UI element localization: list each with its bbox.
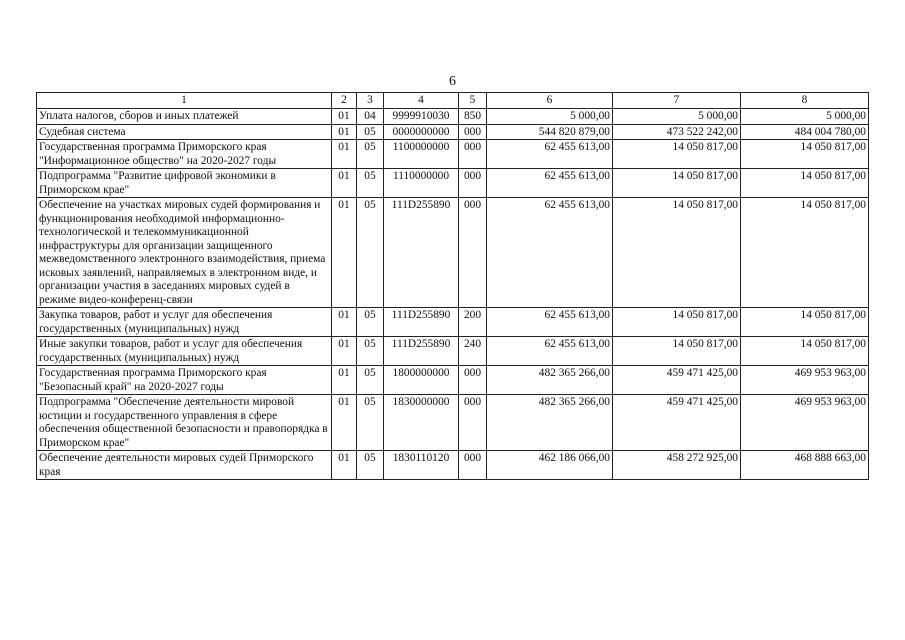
row-target-article: 1110000000 xyxy=(384,169,459,198)
row-target-article: 1830000000 xyxy=(384,395,459,451)
table-row xyxy=(37,395,869,451)
header-col-3: 3 xyxy=(357,93,384,109)
table-body xyxy=(37,109,869,480)
row-expense-type: 200 xyxy=(459,308,487,337)
row-amount-col7: 473 522 242,00 xyxy=(613,124,741,140)
row-amount-col6: 5 000,00 xyxy=(487,109,613,125)
row-expense-type: 000 xyxy=(459,124,487,140)
row-amount-col8: 14 050 817,00 xyxy=(741,308,869,337)
row-amount-col8: 5 000,00 xyxy=(741,109,869,125)
row-expense-type: 000 xyxy=(459,198,487,308)
row-amount-col7: 14 050 817,00 xyxy=(613,337,741,366)
table-row xyxy=(37,169,869,198)
row-amount-col6: 62 455 613,00 xyxy=(487,169,613,198)
row-amount-col8: 484 004 780,00 xyxy=(741,124,869,140)
row-name: Подпрограмма "Развитие цифровой экономики в Приморском крае" xyxy=(37,169,332,198)
row-subsection: 05 xyxy=(357,395,384,451)
row-target-article: 1830110120 xyxy=(384,451,459,480)
row-section: 01 xyxy=(332,308,357,337)
row-target-article: 111D255890 xyxy=(384,337,459,366)
header-col-7: 7 xyxy=(613,93,741,109)
row-amount-col6: 62 455 613,00 xyxy=(487,140,613,169)
row-amount-col8: 14 050 817,00 xyxy=(741,169,869,198)
row-name: Обеспечение на участках мировых судей формирования и функционирования необходимой информационно-технологической и телекоммуникационной инфраструктуры для организации защищенного межведомственного электронного взаимодействия, приема исковых заявлений, направляемых в электронном виде, и организации участия в заседаниях мировых судей в режиме видео-конференц-связи xyxy=(37,198,332,308)
row-expense-type: 000 xyxy=(459,395,487,451)
row-amount-col8: 468 888 663,00 xyxy=(741,451,869,480)
row-name: Судебная система xyxy=(37,124,332,140)
row-subsection: 04 xyxy=(357,109,384,125)
row-expense-type: 000 xyxy=(459,169,487,198)
row-name: Государственная программа Приморского края "Информационное общество" на 2020-2027 годы xyxy=(37,140,332,169)
row-amount-col6: 62 455 613,00 xyxy=(487,198,613,308)
row-name: Государственная программа Приморского края "Безопасный край" на 2020-2027 годы xyxy=(37,366,332,395)
table-row xyxy=(37,451,869,480)
row-amount-col7: 458 272 925,00 xyxy=(613,451,741,480)
header-col-2: 2 xyxy=(332,93,357,109)
row-amount-col7: 459 471 425,00 xyxy=(613,366,741,395)
row-target-article: 0000000000 xyxy=(384,124,459,140)
row-amount-col8: 14 050 817,00 xyxy=(741,140,869,169)
row-name: Подпрограмма "Обеспечение деятельности мировой юстиции и государственного управления в сфере обеспечения общественной безопасности и правопорядка в Приморском крае" xyxy=(37,395,332,451)
row-subsection: 05 xyxy=(357,124,384,140)
row-subsection: 05 xyxy=(357,451,384,480)
row-amount-col6: 482 365 266,00 xyxy=(487,366,613,395)
row-section: 01 xyxy=(332,198,357,308)
row-subsection: 05 xyxy=(357,366,384,395)
row-amount-col6: 544 820 879,00 xyxy=(487,124,613,140)
row-expense-type: 240 xyxy=(459,337,487,366)
table-row xyxy=(37,366,869,395)
row-target-article: 1100000000 xyxy=(384,140,459,169)
row-amount-col8: 469 953 963,00 xyxy=(741,395,869,451)
header-col-8: 8 xyxy=(741,93,869,109)
table-row xyxy=(37,140,869,169)
header-col-1: 1 xyxy=(37,93,332,109)
row-amount-col7: 459 471 425,00 xyxy=(613,395,741,451)
header-col-4: 4 xyxy=(384,93,459,109)
row-amount-col8: 14 050 817,00 xyxy=(741,198,869,308)
row-subsection: 05 xyxy=(357,308,384,337)
budget-table xyxy=(36,92,869,480)
row-expense-type: 850 xyxy=(459,109,487,125)
header-col-5: 5 xyxy=(459,93,487,109)
row-subsection: 05 xyxy=(357,198,384,308)
table-header xyxy=(37,93,869,109)
row-target-article: 9999910030 xyxy=(384,109,459,125)
table-row xyxy=(37,109,869,125)
page-number: 6 xyxy=(449,74,456,89)
row-amount-col7: 14 050 817,00 xyxy=(613,140,741,169)
row-target-article: 111D255890 xyxy=(384,198,459,308)
row-section: 01 xyxy=(332,366,357,395)
row-section: 01 xyxy=(332,337,357,366)
row-section: 01 xyxy=(332,124,357,140)
row-section: 01 xyxy=(332,140,357,169)
row-expense-type: 000 xyxy=(459,140,487,169)
row-expense-type: 000 xyxy=(459,451,487,480)
row-name: Закупка товаров, работ и услуг для обеспечения государственных (муниципальных) нужд xyxy=(37,308,332,337)
row-amount-col6: 62 455 613,00 xyxy=(487,308,613,337)
row-amount-col7: 14 050 817,00 xyxy=(613,169,741,198)
row-section: 01 xyxy=(332,395,357,451)
row-amount-col7: 5 000,00 xyxy=(613,109,741,125)
header-row xyxy=(37,93,869,109)
table-row xyxy=(37,308,869,337)
table-row xyxy=(37,198,869,308)
row-amount-col8: 14 050 817,00 xyxy=(741,337,869,366)
row-subsection: 05 xyxy=(357,337,384,366)
row-amount-col7: 14 050 817,00 xyxy=(613,308,741,337)
row-name: Уплата налогов, сборов и иных платежей xyxy=(37,109,332,125)
row-section: 01 xyxy=(332,109,357,125)
row-amount-col7: 14 050 817,00 xyxy=(613,198,741,308)
row-expense-type: 000 xyxy=(459,366,487,395)
table-row xyxy=(37,124,869,140)
row-name: Обеспечение деятельности мировых судей Приморского края xyxy=(37,451,332,480)
table-row xyxy=(37,337,869,366)
row-amount-col6: 482 365 266,00 xyxy=(487,395,613,451)
row-section: 01 xyxy=(332,451,357,480)
row-subsection: 05 xyxy=(357,140,384,169)
row-amount-col6: 62 455 613,00 xyxy=(487,337,613,366)
header-col-6: 6 xyxy=(487,93,613,109)
row-name: Иные закупки товаров, работ и услуг для обеспечения государственных (муниципальных) нужд xyxy=(37,337,332,366)
row-amount-col8: 469 953 963,00 xyxy=(741,366,869,395)
row-subsection: 05 xyxy=(357,169,384,198)
row-target-article: 111D255890 xyxy=(384,308,459,337)
row-section: 01 xyxy=(332,169,357,198)
row-target-article: 1800000000 xyxy=(384,366,459,395)
row-amount-col6: 462 186 066,00 xyxy=(487,451,613,480)
